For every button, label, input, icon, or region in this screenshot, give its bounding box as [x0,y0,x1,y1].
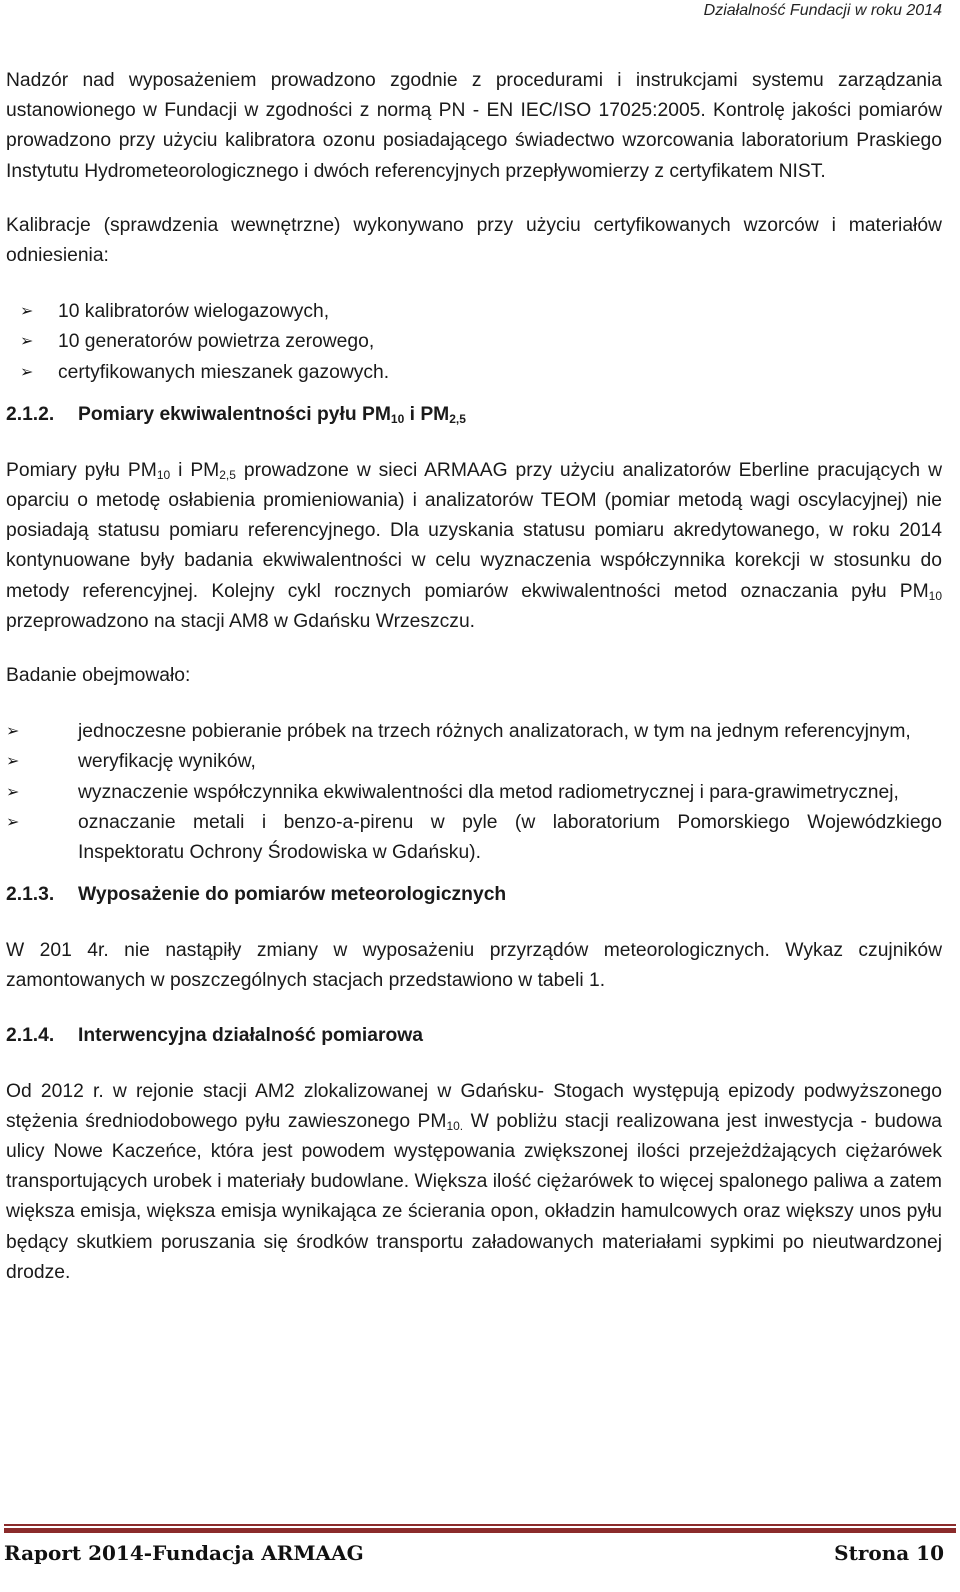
list-item: ➢ oznaczanie metali i benzo-a-pirenu w pyle (w laboratorium Pomorskiego Wojewódzkiego Inspektoratu Ochrony Środowiska w Gdańsku). [6,808,942,868]
paragraph-study-scope: Badanie obejmowało: [6,665,191,687]
paragraph-meteorological-equipment: W 201 4r. nie nastąpiły zmiany w wyposażeniu przyrządów meteorologicznych. Wykaz czujników zamontowanych w poszczególnych stacjach przedstawiono w tabeli 1. [6,940,942,992]
arrow-bullet-icon: ➢ [6,723,20,741]
paragraph-equipment-supervision: Nadzór nad wyposażeniem prowadzono zgodnie z procedurami i instrukcjami systemu zarządzania ustanowionego w Fundacji w zgodności z normą PN - EN IEC/ISO 17025:2005. Kontrolę jakości pomiarów prowadzono przy użyciu kalibratora ozonu posiadającego świadectwo wzorcowania laboratorium Praskiego Instytutu Hydrometeorologicznego i dwóch referencyjnych przepływomierzy z certyfikatem NIST. [6,70,942,182]
page-footer [0,1524,960,1565]
arrow-bullet-icon: ➢ [6,753,20,771]
list-item: ➢ jednoczesne pobieranie próbek na trzech różnych analizatorach, w tym na jednym referencyjnym, [6,717,942,747]
study-scope-list [6,717,942,868]
arrow-bullet-icon: ➢ [20,333,34,351]
page-content [6,66,942,1288]
arrow-bullet-icon: ➢ [20,303,34,321]
page-number: Strona 10 [834,1541,944,1565]
arrow-bullet-icon: ➢ [6,813,20,831]
footer-report-title: Raport 2014-Fundacja ARMAAG [4,1541,364,1565]
footer-divider [4,1524,956,1526]
section-heading-2-1-2: 2.1.2. Pomiary ekwiwalentności pyłu $PM_{10}$ i $PM_{2,5}$ [6,400,942,430]
arrow-bullet-icon: ➢ [6,783,20,801]
paragraph-pm-measurements: Pomiary pyłu $PM_{10}$ i $PM_{2,5}$ prowadzone w sieci ARMAAG przy użyciu analizatorów Eberline pracujących w oparciu o metodę osłabienia promieniowania) i analizatorów TEOM (pomiar metodą wagi oscylacyjnej) nie posiadają statusu pomiaru referencyjnego. Dla uzyskania statusu pomiaru akredytowanego, w roku 2014 kontynuowane były badania ekwiwalentności w celu wyznaczenia współczynnika korekcji w stosunku do metody referencyjnej. Kolejny cykl rocznych pomiarów ekwiwalentności metod oznaczania pyłu $PM_{10}$ przeprowadzono na stacji AM8 w Gdańsku Wrzeszczu. [6,459,942,632]
section-number: 2.1.3. [6,884,55,906]
list-item: ➢ 10 kalibratorów wielogazowych, [6,297,942,327]
section-heading-2-1-4: 2.1.4. Interwencyjna działalność pomiarowa [6,1021,942,1051]
paragraph-intervention-measurements: Od 2012 r. w rejonie stacji AM2 zlokalizowanej w Gdańsku- Stogach występują epizody podwyższonego stężenia średniodobowego pyłu zawieszonego $PM_{10.}$ W pobliżu stacji realizowana jest inwestycja - budowa ulicy Nowe Kaczeńce, która jest powodem występowania zwiększonej ilości przejeżdżających ciężarówek transportujących urobek i materiały budowlane. Większa ilość ciężarówek to więcej spalonego paliwa a zatem większa emisja, większa emisja wynikająca ze ścierania opon, okładzin hamulcowych oraz większy unos pyłu będący skutkiem poruszania się środków transportu załadowanych materiałami sypkimi po nieutwardzonej drodze. [6,1080,942,1283]
section-number: 2.1.4. [6,1024,55,1046]
paragraph-calibrations: Kalibracje (sprawdzenia wewnętrzne) wykonywano przy użyciu certyfikowanych wzorców i materiałów odniesienia: [6,214,942,267]
arrow-bullet-icon: ➢ [20,363,34,381]
list-item: ➢ weryfikację wyników, [6,747,942,777]
section-number: 2.1.2. [6,403,55,425]
section-heading-2-1-3: 2.1.3. Wyposażenie do pomiarów meteorologicznych [6,880,942,910]
list-item: ➢ 10 generatorów powietrza zerowego, [6,327,942,357]
list-item: ➢ certyfikowanych mieszanek gazowych. [6,358,942,388]
list-item: ➢ wyznaczenie współczynnika ekwiwalentności dla metod radiometrycznej i para-grawimetrycznej, [6,778,942,808]
running-header: Działalność Fundacji w roku 2014 [703,2,942,19]
calibration-standards-list [6,297,942,388]
